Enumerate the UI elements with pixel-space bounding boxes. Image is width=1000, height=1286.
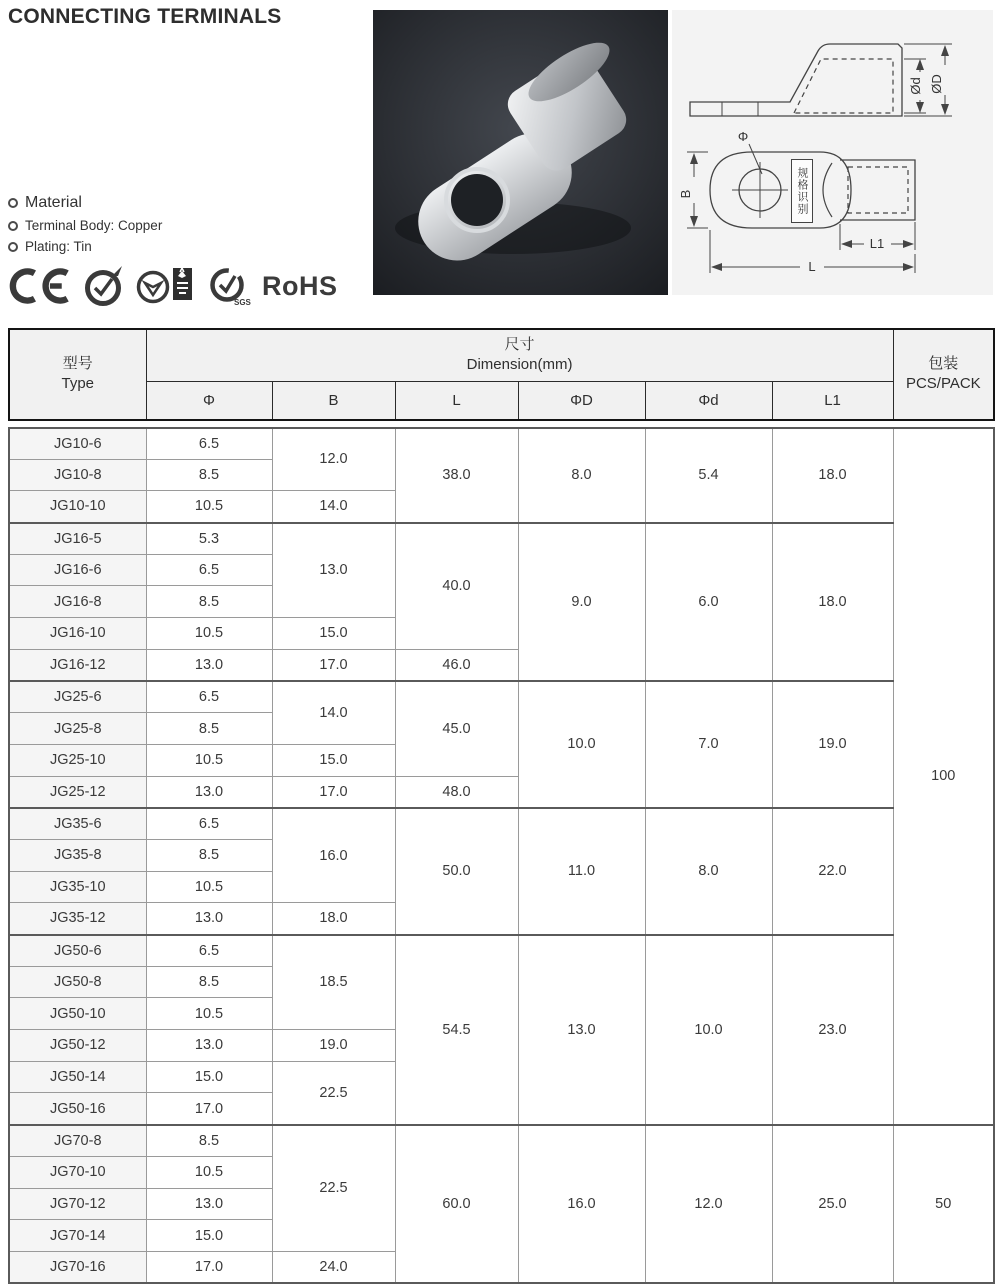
- value-cell: 17.0: [272, 776, 395, 808]
- value-cell: 18.0: [772, 428, 893, 523]
- value-cell: 13.0: [272, 523, 395, 618]
- value-cell: 40.0: [395, 523, 518, 650]
- value-cell: 10.0: [645, 935, 772, 1125]
- type-cell: JG70-10: [9, 1156, 146, 1188]
- value-cell: 7.0: [645, 681, 772, 808]
- type-cell: JG25-10: [9, 744, 146, 776]
- col-header-pack: [893, 329, 994, 420]
- table-row: [9, 428, 994, 460]
- value-cell: 11.0: [518, 808, 645, 935]
- type-cell: JG16-8: [9, 586, 146, 618]
- page-title: CONNECTING TERMINALS: [8, 5, 282, 28]
- type-cell: JG35-12: [9, 903, 146, 935]
- value-cell: 22.5: [272, 1061, 395, 1124]
- type-cell: JG50-16: [9, 1093, 146, 1125]
- material-heading-row: [8, 194, 162, 212]
- value-cell: 38.0: [395, 428, 518, 523]
- value-cell: 13.0: [146, 649, 272, 681]
- spec-id-box: 规格识别: [791, 159, 813, 223]
- spec-table-header: [8, 328, 995, 421]
- value-cell: 19.0: [772, 681, 893, 808]
- type-cell: JG50-12: [9, 1030, 146, 1062]
- value-cell: 13.0: [146, 776, 272, 808]
- value-cell: 13.0: [518, 935, 645, 1125]
- ce-mark-icon: [6, 266, 72, 306]
- value-cell: 14.0: [272, 681, 395, 744]
- value-cell: 8.5: [146, 713, 272, 745]
- type-cell: JG10-6: [9, 428, 146, 460]
- spec-table-body: [8, 427, 995, 1285]
- dim-label-phi: Φ: [737, 129, 749, 144]
- col-header-l1: L1: [772, 381, 893, 420]
- type-cell: JG50-14: [9, 1061, 146, 1093]
- nqa-badge-icon: [82, 264, 126, 308]
- type-cell: JG35-8: [9, 839, 146, 871]
- value-cell: 8.5: [146, 459, 272, 491]
- value-cell: 10.5: [146, 618, 272, 650]
- col-header-phi: Φ: [146, 381, 272, 420]
- certification-row: [6, 263, 338, 309]
- value-cell: 8.0: [518, 428, 645, 523]
- type-cell: JG35-10: [9, 871, 146, 903]
- value-cell: 13.0: [146, 1030, 272, 1062]
- table-row: [9, 808, 994, 840]
- type-cell: JG70-16: [9, 1251, 146, 1283]
- bullet-icon: [8, 221, 18, 231]
- spec-table-tbody: [9, 428, 994, 1284]
- table-row: [9, 935, 994, 967]
- dim-label-phid-outer: ØD: [929, 74, 944, 94]
- value-cell: 8.5: [146, 586, 272, 618]
- type-cell: JG16-6: [9, 554, 146, 586]
- value-cell: 100: [893, 428, 994, 1125]
- value-cell: 50: [893, 1125, 994, 1283]
- material-item: [8, 218, 162, 233]
- value-cell: 17.0: [146, 1251, 272, 1283]
- type-cell: JG16-10: [9, 618, 146, 650]
- dimension-header-cn: 尺寸: [504, 336, 535, 353]
- material-item-text: Plating: Tin: [25, 239, 92, 254]
- value-cell: 12.0: [645, 1125, 772, 1283]
- bullet-icon: [8, 242, 18, 252]
- terminal-lug-image: [373, 10, 668, 295]
- value-cell: 6.0: [645, 523, 772, 681]
- value-cell: 17.0: [272, 649, 395, 681]
- value-cell: 18.0: [272, 903, 395, 935]
- type-cell: JG25-8: [9, 713, 146, 745]
- bullet-icon: [8, 198, 18, 208]
- svg-text:SGS: SGS: [234, 298, 251, 307]
- table-row: [9, 523, 994, 555]
- value-cell: 12.0: [272, 428, 395, 491]
- product-photo: [373, 10, 668, 295]
- col-header-dimension: [146, 329, 893, 381]
- pack-header-en: PCS/PACK: [905, 375, 981, 393]
- value-cell: 10.5: [146, 1156, 272, 1188]
- rohs-label: RoHS: [262, 270, 338, 301]
- col-header-b: B: [272, 381, 395, 420]
- type-cell: JG10-8: [9, 459, 146, 491]
- ukas-badge-icon: [136, 264, 196, 308]
- value-cell: 18.0: [772, 523, 893, 681]
- value-cell: 13.0: [146, 903, 272, 935]
- type-cell: JG25-6: [9, 681, 146, 713]
- dimension-header-en: Dimension(mm): [466, 356, 573, 374]
- value-cell: 45.0: [395, 681, 518, 776]
- pack-header-cn: 包装: [928, 355, 959, 372]
- type-cell: JG50-6: [9, 935, 146, 967]
- value-cell: 15.0: [272, 618, 395, 650]
- value-cell: 5.3: [146, 523, 272, 555]
- value-cell: 10.5: [146, 871, 272, 903]
- type-cell: JG70-14: [9, 1220, 146, 1252]
- value-cell: 8.5: [146, 839, 272, 871]
- type-header-en: Type: [61, 375, 95, 393]
- value-cell: 15.0: [146, 1061, 272, 1093]
- value-cell: 25.0: [772, 1125, 893, 1283]
- value-cell: 6.5: [146, 681, 272, 713]
- col-header-phid: Φd: [645, 381, 772, 420]
- value-cell: 15.0: [146, 1220, 272, 1252]
- col-header-type: [9, 329, 146, 420]
- material-heading: Material: [25, 194, 82, 211]
- type-cell: JG16-5: [9, 523, 146, 555]
- value-cell: 8.5: [146, 966, 272, 998]
- col-header-phiD: ΦD: [518, 381, 645, 420]
- material-item-text: Terminal Body: Copper: [25, 218, 163, 233]
- tech-drawing: [672, 10, 993, 295]
- material-section: [8, 194, 162, 260]
- value-cell: 15.0: [272, 744, 395, 776]
- value-cell: 48.0: [395, 776, 518, 808]
- type-cell: JG70-12: [9, 1188, 146, 1220]
- dim-label-l1: L1: [869, 236, 885, 251]
- dim-label-phid-inner: Ød: [908, 77, 923, 95]
- value-cell: 23.0: [772, 935, 893, 1125]
- value-cell: 10.5: [146, 491, 272, 523]
- type-cell: JG50-8: [9, 966, 146, 998]
- type-cell: JG50-10: [9, 998, 146, 1030]
- value-cell: 8.5: [146, 1125, 272, 1157]
- type-cell: JG70-8: [9, 1125, 146, 1157]
- value-cell: 6.5: [146, 428, 272, 460]
- value-cell: 10.5: [146, 744, 272, 776]
- table-row: [9, 1125, 994, 1157]
- type-header-cn: 型号: [62, 355, 93, 372]
- value-cell: 16.0: [518, 1125, 645, 1283]
- value-cell: 19.0: [272, 1030, 395, 1062]
- value-cell: 13.0: [146, 1188, 272, 1220]
- spec-table-section: [8, 328, 993, 1284]
- value-cell: 16.0: [272, 808, 395, 903]
- value-cell: 24.0: [272, 1251, 395, 1283]
- value-cell: 50.0: [395, 808, 518, 935]
- value-cell: 18.5: [272, 935, 395, 1030]
- value-cell: 60.0: [395, 1125, 518, 1283]
- value-cell: 6.5: [146, 554, 272, 586]
- dim-label-b: B: [678, 189, 693, 199]
- type-cell: JG10-10: [9, 491, 146, 523]
- value-cell: 22.5: [272, 1125, 395, 1252]
- value-cell: 8.0: [645, 808, 772, 935]
- type-cell: JG16-12: [9, 649, 146, 681]
- type-cell: JG25-12: [9, 776, 146, 808]
- col-header-l: L: [395, 381, 518, 420]
- value-cell: 6.5: [146, 935, 272, 967]
- value-cell: 10.5: [146, 998, 272, 1030]
- value-cell: 22.0: [772, 808, 893, 935]
- value-cell: 14.0: [272, 491, 395, 523]
- value-cell: 9.0: [518, 523, 645, 681]
- value-cell: 46.0: [395, 649, 518, 681]
- value-cell: 17.0: [146, 1093, 272, 1125]
- dim-label-l: L: [808, 259, 816, 274]
- material-item: [8, 239, 162, 254]
- value-cell: 10.0: [518, 681, 645, 808]
- table-row: [9, 681, 994, 713]
- value-cell: 5.4: [645, 428, 772, 523]
- type-cell: JG35-6: [9, 808, 146, 840]
- sgs-badge-icon: [206, 264, 252, 308]
- value-cell: 6.5: [146, 808, 272, 840]
- value-cell: 54.5: [395, 935, 518, 1125]
